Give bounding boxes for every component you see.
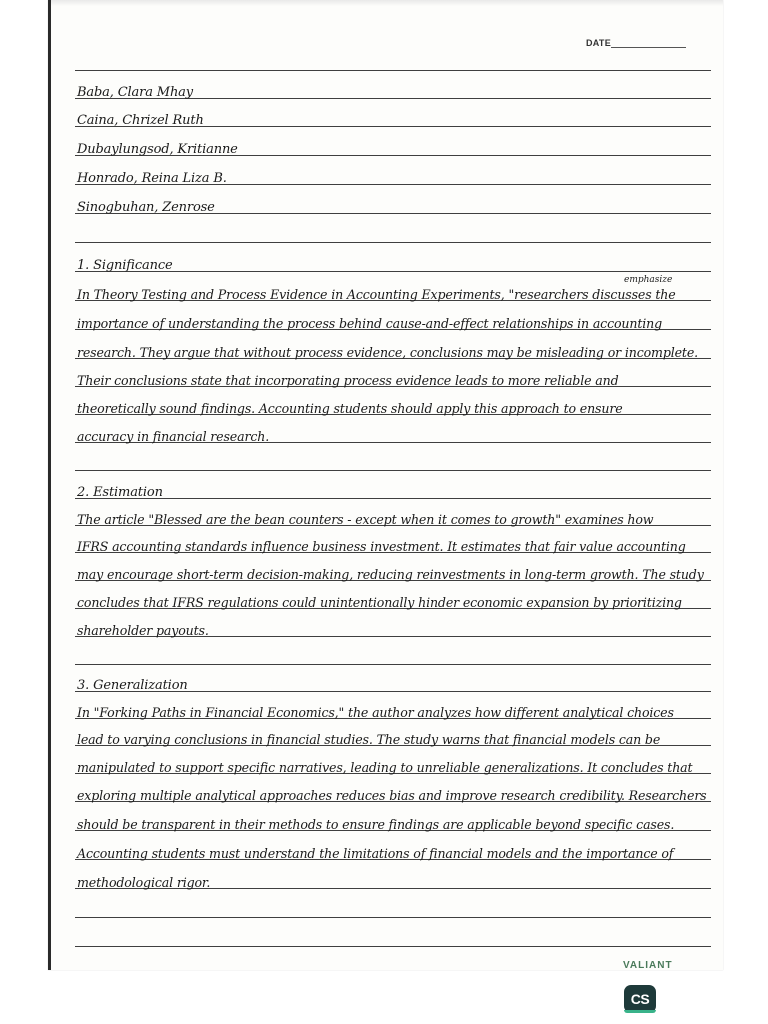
date-label: DATE [586, 38, 612, 48]
group-member-name: Caina, Chrizel Ruth [77, 113, 204, 128]
ruled-line [75, 498, 711, 499]
ruled-line [75, 917, 711, 918]
camscanner-logo-icon: CS [624, 985, 656, 1013]
paragraph-line: research. They argue that without process evidence, conclusions may be misleading or incomplete. [77, 345, 698, 360]
ruled-line [75, 70, 711, 71]
group-member-name: Sinogbuhan, Zenrose [77, 200, 215, 215]
paragraph-line: concludes that IFRS regulations could unintentionally hinder economic expansion by prioritizing [77, 595, 682, 610]
paragraph-line: manipulated to support specific narratives, leading to unreliable generalizations. It concludes that [77, 760, 693, 775]
paragraph-line: theoretically sound findings. Accounting students should apply this approach to ensure [77, 401, 623, 416]
ruled-line [75, 242, 711, 243]
paragraph-line: exploring multiple analytical approaches reduces bias and improve research credibility. Researchers [77, 788, 707, 803]
section-heading-generalization: 3. Generalization [77, 678, 188, 693]
ruled-line [75, 470, 711, 471]
paragraph-line: shareholder payouts. [77, 623, 209, 638]
notebook-page [48, 0, 723, 970]
section-heading-estimation: 2. Estimation [77, 485, 163, 500]
paragraph-line: accuracy in financial research. [77, 429, 270, 444]
section-heading-significance: 1. Significance [77, 258, 173, 273]
group-member-name: Baba, Clara Mhay [77, 85, 193, 100]
ruled-line [75, 664, 711, 665]
group-member-name: Dubaylungsod, Kritianne [77, 142, 238, 157]
paragraph-line: methodological rigor. [77, 875, 211, 890]
paragraph-line: lead to varying conclusions in financial studies. The study warns that financial models can be [77, 732, 661, 747]
date-line [611, 47, 686, 48]
paragraph-line: Their conclusions state that incorporating process evidence leads to more reliable and [77, 373, 619, 388]
inserted-correction: emphasize [624, 275, 673, 285]
group-member-name: Honrado, Reina Liza B. [77, 171, 227, 186]
paragraph-line: In "Forking Paths in Financial Economics," the author analyzes how different analytical choices [77, 705, 674, 720]
paragraph-line: Accounting students must understand the limitations of financial models and the importance of [77, 846, 674, 861]
page-top-shadow [51, 0, 723, 6]
paragraph-line: IFRS accounting standards influence business investment. It estimates that fair value accounting [77, 539, 686, 554]
paragraph-line: may encourage short-term decision-making, reducing reinvestments in long-term growth. The study [77, 567, 704, 582]
ruled-line [75, 946, 711, 947]
paragraph-line: In Theory Testing and Process Evidence in Accounting Experiments, "researchers discusses the [77, 287, 676, 302]
paragraph-line: importance of understanding the process behind cause-and-effect relationships in accounting [77, 316, 663, 331]
paragraph-line: should be transparent in their methods to ensure findings are applicable beyond specific cases. [77, 817, 675, 832]
notebook-brand: VALIANT [623, 960, 673, 970]
paragraph-line: The article "Blessed are the bean counters - except when it comes to growth" examines how [77, 512, 654, 527]
